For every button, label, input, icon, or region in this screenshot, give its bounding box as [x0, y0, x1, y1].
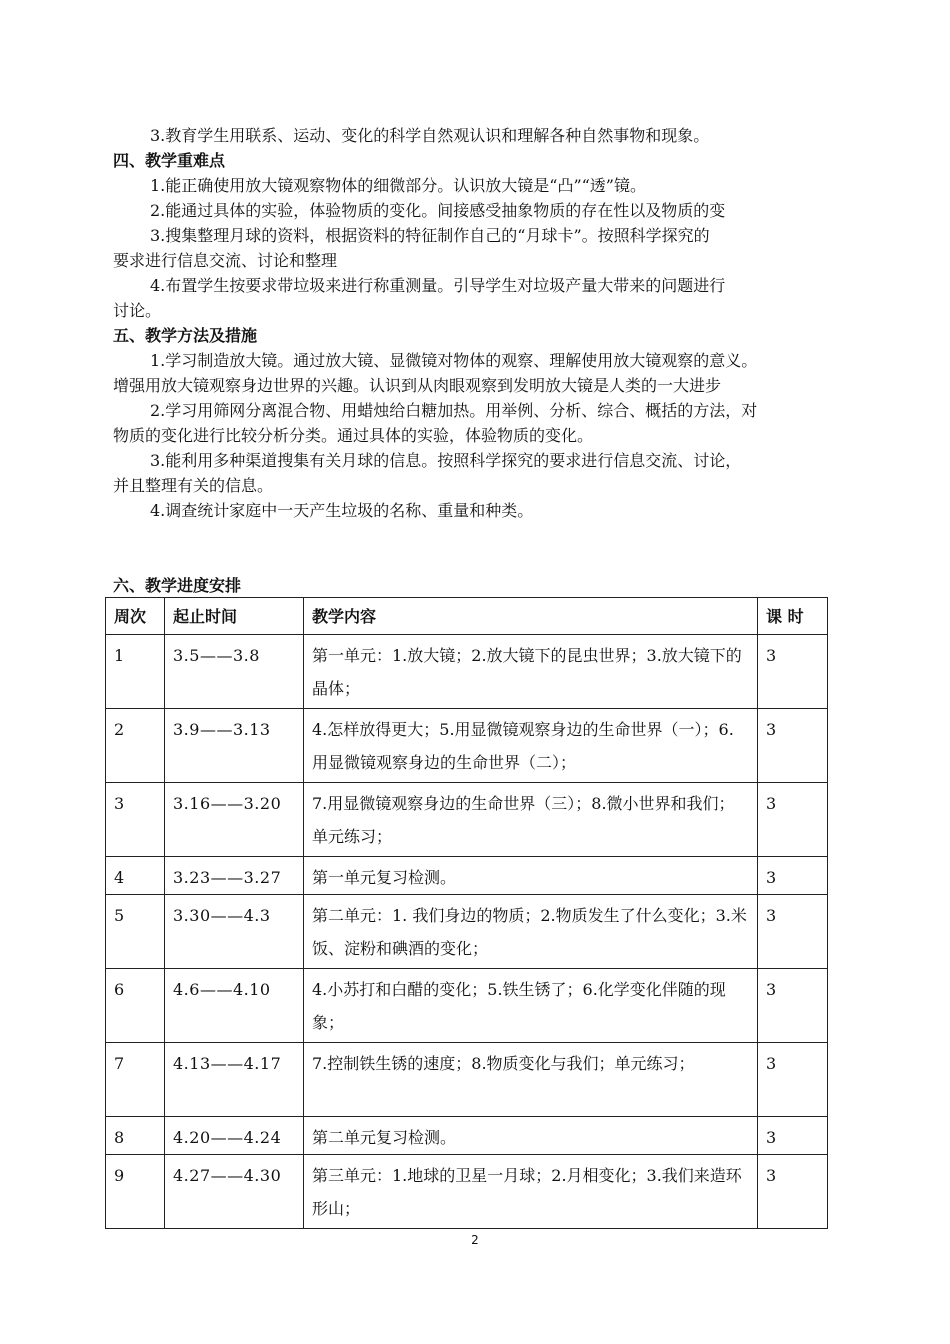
cell-week: 8	[106, 1117, 165, 1155]
body-text	[113, 123, 843, 523]
cell-week: 6	[106, 969, 165, 1043]
cell-date-range: 4.6——4.10	[165, 969, 304, 1043]
cell-content: 第二单元：1. 我们身边的物质；2.物质发生了什么变化；3.米饭、淀粉和碘酒的变化；	[304, 895, 758, 969]
key-point-line: 4.布置学生按要求带垃圾来进行称重测量。引导学生对垃圾产量大带来的问题进行	[150, 276, 726, 295]
table-row	[106, 1155, 828, 1229]
cell-content: 4.小苏打和白醋的变化；5.铁生锈了；6.化学变化伴随的现象；	[304, 969, 758, 1043]
section-heading-key-points: 四、教学重难点	[113, 151, 226, 170]
method-line: 4.调查统计家庭中一天产生垃圾的名称、重量和种类。	[150, 501, 534, 520]
cell-week: 9	[106, 1155, 165, 1229]
method-line: 2.学习用筛网分离混合物、用蜡烛给白糖加热。用举例、分析、综合、概括的方法，对	[150, 401, 758, 420]
cell-date-range: 4.27——4.30	[165, 1155, 304, 1229]
cell-hours: 3	[758, 1117, 828, 1155]
cell-hours: 3	[758, 857, 828, 895]
table-row	[106, 783, 828, 857]
goal-item-3: 3.教育学生用联系、运动、变化的科学自然观认识和理解各种自然事物和现象。	[150, 126, 710, 145]
cell-date-range: 3.16——3.20	[165, 783, 304, 857]
cell-hours: 3	[758, 709, 828, 783]
table-row	[106, 857, 828, 895]
method-line: 增强用放大镜观察身边世界的兴趣。认识到从肉眼观察到发明放大镜是人类的一大进步	[113, 376, 722, 395]
cell-content: 第一单元：1.放大镜；2.放大镜下的昆虫世界；3.放大镜下的晶体；	[304, 635, 758, 709]
cell-date-range: 4.20——4.24	[165, 1117, 304, 1155]
table-row	[106, 1043, 828, 1117]
cell-content: 4.怎样放得更大；5.用显微镜观察身边的生命世界（一）；6.用显微镜观察身边的生命世界（二）；	[304, 709, 758, 783]
cell-hours: 3	[758, 783, 828, 857]
cell-week: 7	[106, 1043, 165, 1117]
cell-hours: 3	[758, 1043, 828, 1117]
key-point-line: 3.搜集整理月球的资料，根据资料的特征制作自己的“月球卡”。按照科学探究的	[150, 226, 710, 245]
cell-week: 1	[106, 635, 165, 709]
cell-content: 第二单元复习检测。	[304, 1117, 758, 1155]
method-line: 3.能利用多种渠道搜集有关月球的信息。按照科学探究的要求进行信息交流、讨论，	[150, 451, 742, 470]
cell-date-range: 3.9——3.13	[165, 709, 304, 783]
header-date-range: 起止时间	[165, 598, 304, 635]
cell-week: 5	[106, 895, 165, 969]
key-point-line: 要求进行信息交流、讨论和整理	[113, 251, 338, 270]
cell-date-range: 4.13——4.17	[165, 1043, 304, 1117]
key-point-line: 1.能正确使用放大镜观察物体的细微部分。认识放大镜是“凸”“透”镜。	[150, 176, 646, 195]
cell-date-range: 3.23——3.27	[165, 857, 304, 895]
table-header-row	[106, 598, 828, 635]
cell-hours: 3	[758, 1155, 828, 1229]
header-week: 周次	[106, 598, 165, 635]
cell-week: 4	[106, 857, 165, 895]
section-heading-schedule: 六、教学进度安排	[113, 576, 242, 595]
cell-hours: 3	[758, 895, 828, 969]
cell-content: 第一单元复习检测。	[304, 857, 758, 895]
cell-hours: 3	[758, 635, 828, 709]
cell-content: 7.用显微镜观察身边的生命世界（三）；8.微小世界和我们；单元练习；	[304, 783, 758, 857]
cell-date-range: 3.30——4.3	[165, 895, 304, 969]
method-line: 并且整理有关的信息。	[113, 476, 274, 495]
method-line: 1.学习制造放大镜。通过放大镜、显微镜对物体的观察、理解使用放大镜观察的意义。	[150, 351, 758, 370]
table-row	[106, 969, 828, 1043]
header-hours: 课 时	[758, 598, 828, 635]
method-line: 物质的变化进行比较分析分类。通过具体的实验，体验物质的变化。	[113, 426, 594, 445]
cell-content: 7.控制铁生锈的速度；8.物质变化与我们；单元练习；	[304, 1043, 758, 1117]
table-row	[106, 635, 828, 709]
table-row	[106, 895, 828, 969]
page-number: 2	[471, 1233, 479, 1247]
table-row	[106, 1117, 828, 1155]
schedule-table	[105, 597, 828, 1229]
cell-hours: 3	[758, 969, 828, 1043]
cell-week: 2	[106, 709, 165, 783]
key-point-line: 2.能通过具体的实验，体验物质的变化。间接感受抽象物质的存在性以及物质的变	[150, 201, 726, 220]
section-heading-methods: 五、教学方法及措施	[113, 326, 258, 345]
cell-week: 3	[106, 783, 165, 857]
cell-date-range: 3.5——3.8	[165, 635, 304, 709]
table-row	[106, 709, 828, 783]
key-point-line: 讨论。	[113, 301, 162, 320]
header-content: 教学内容	[304, 598, 758, 635]
cell-content: 第三单元：1.地球的卫星一月球；2.月相变化；3.我们来造环形山；	[304, 1155, 758, 1229]
